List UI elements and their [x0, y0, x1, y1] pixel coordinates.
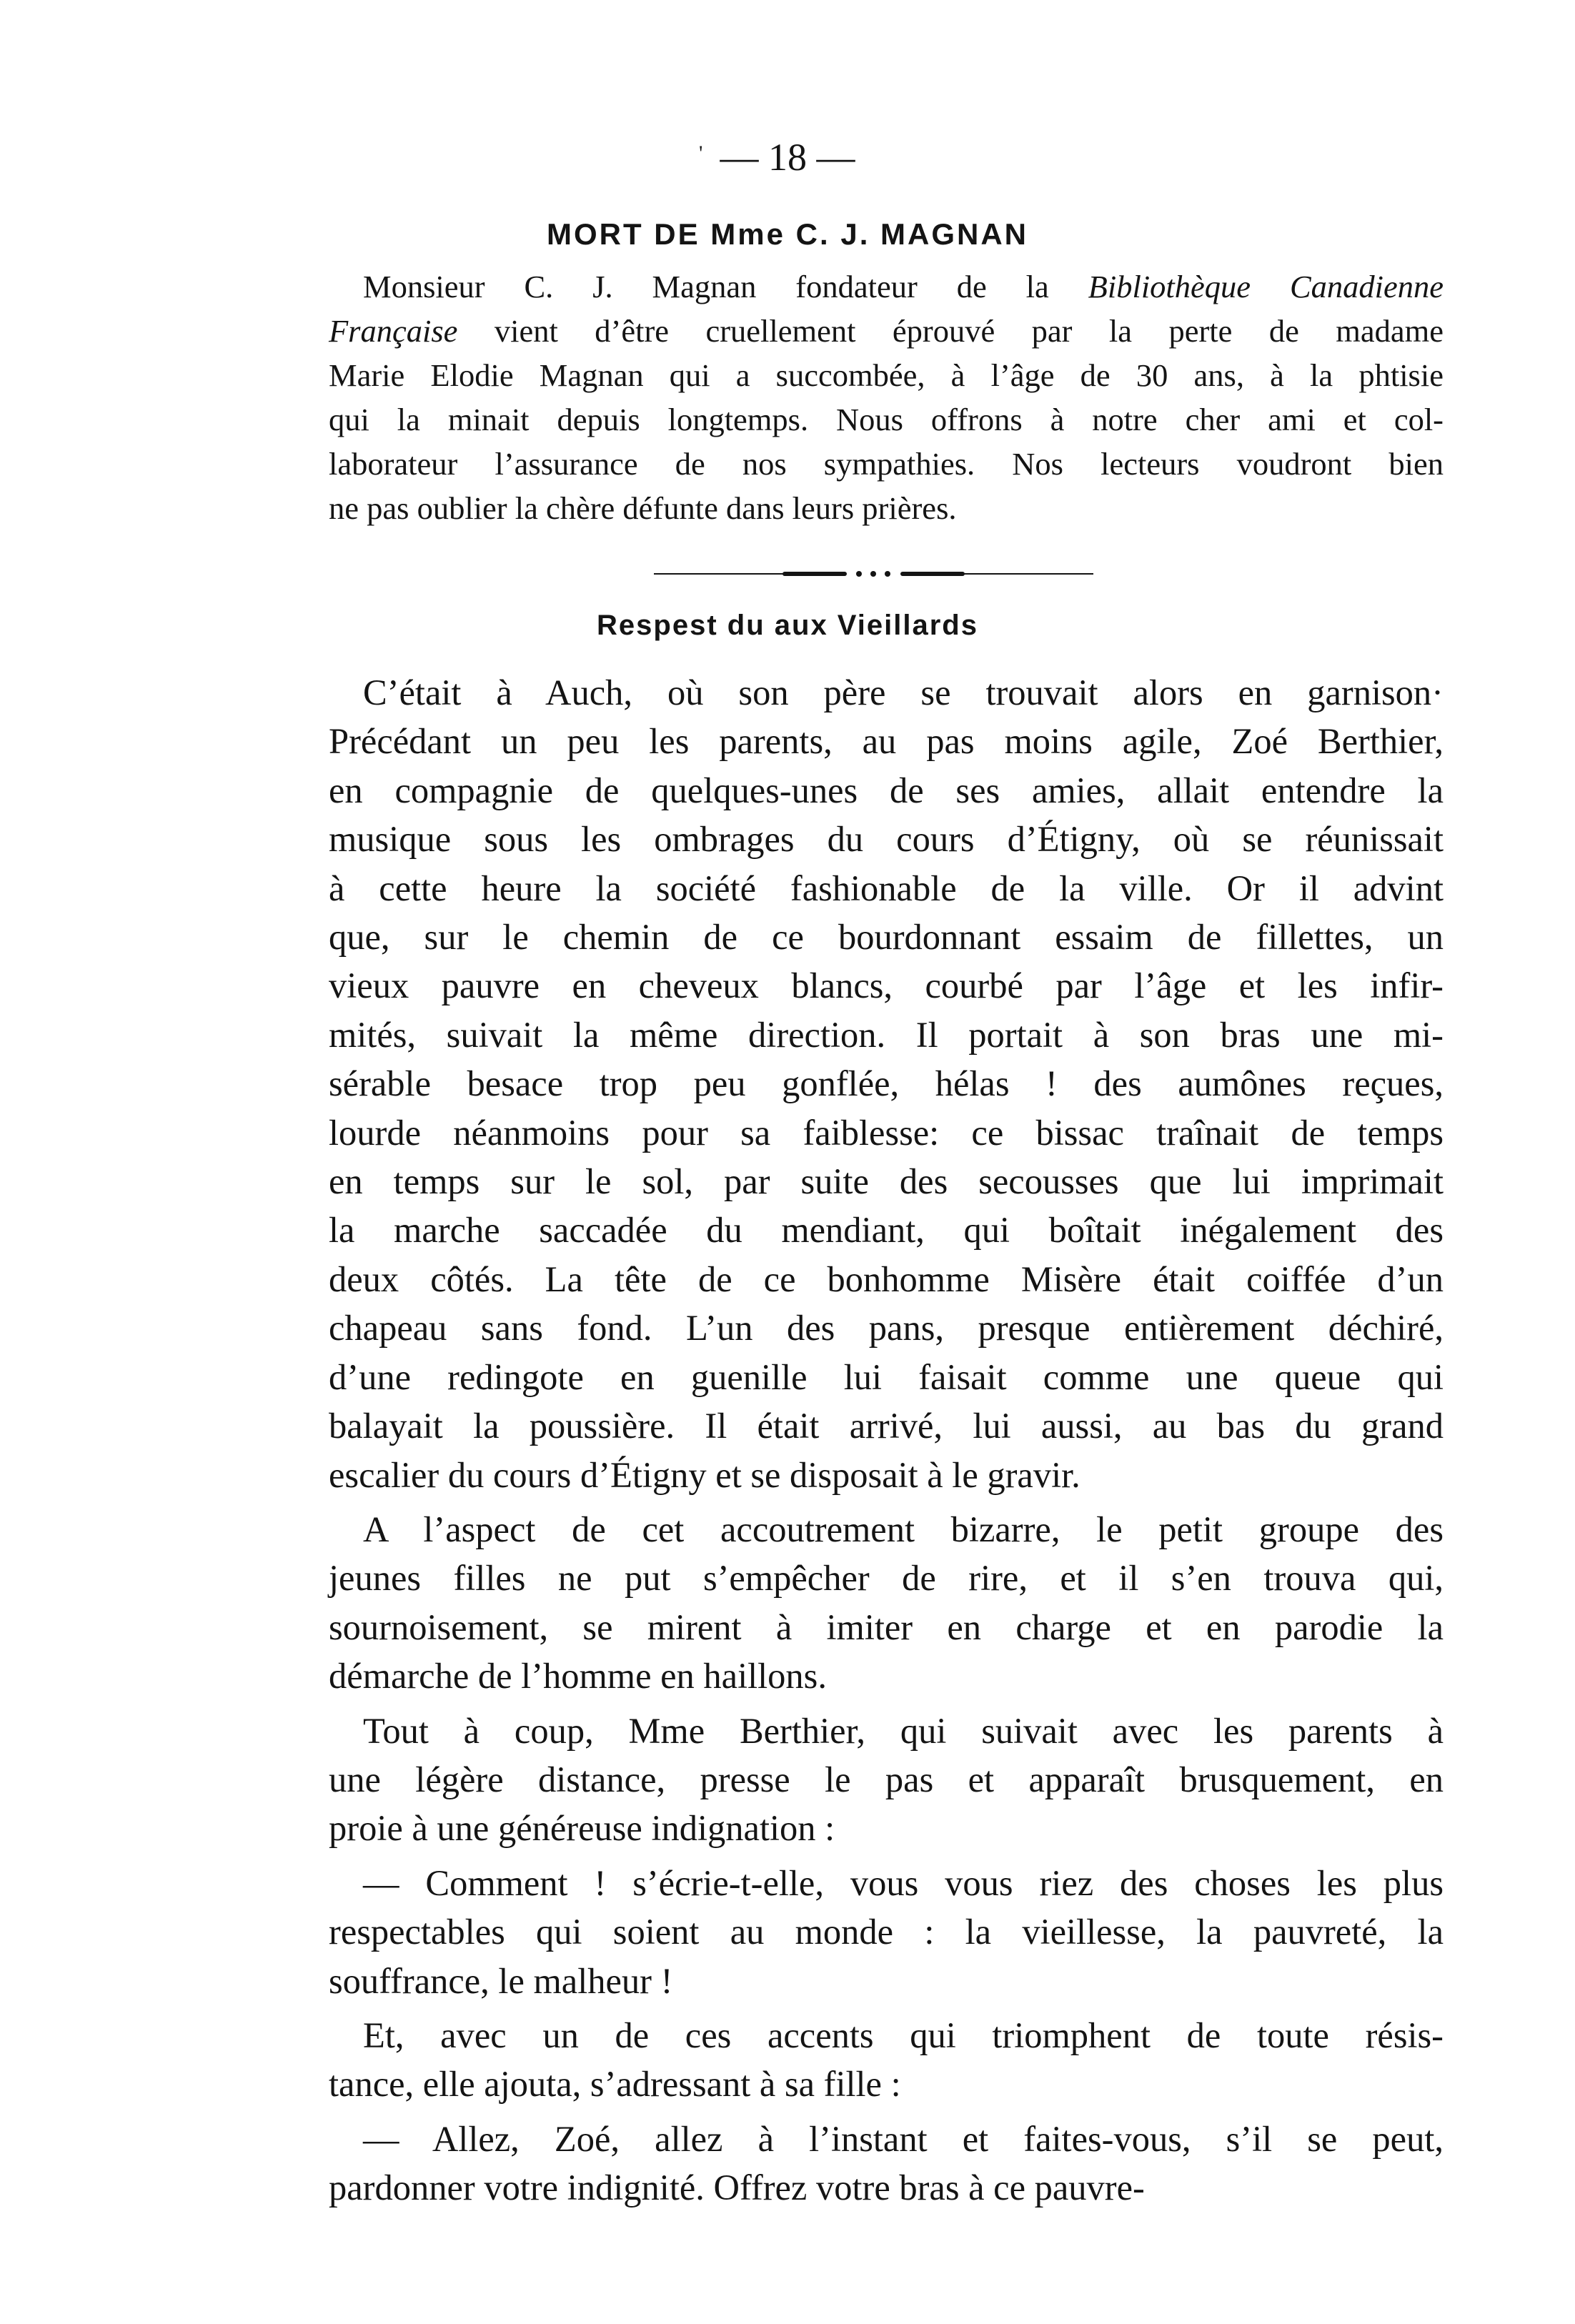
- article-line: deux côtés. La tête de ce bonhomme Misère était coiffée d’un: [329, 1258, 1444, 1299]
- article-line: Précédant un peu les parents, au pas moins agile, Zoé Berthier,: [329, 721, 1444, 762]
- article-line: jeunes filles ne put s’empêcher de rire, et il s’en trouva qui,: [329, 1558, 1444, 1599]
- article-paragraph: [329, 1505, 1444, 1701]
- divider-rule-right: [915, 573, 1093, 575]
- divider-dot: [870, 571, 876, 577]
- article-paragraph: [329, 1707, 1444, 1853]
- article-line: C’était à Auch, où son père se trouvait alors en garnison·: [363, 672, 1444, 712]
- article-line: — Allez, Zoé, allez à l’instant et faites-vous, s’il se peut,: [363, 2118, 1444, 2159]
- article-line: respectables qui soient au monde : la vieillesse, la pauvreté, la: [329, 1912, 1444, 1952]
- article-line: sournoisement, se mirent à imiter en charge et en parodie la: [329, 1607, 1444, 1647]
- section-divider: [654, 569, 1093, 579]
- article-line: que, sur le chemin de ce bourdonnant essaim de fillettes, un: [329, 917, 1444, 958]
- obituary-line-2: [329, 309, 1444, 353]
- article-line: souffrance, le malheur !: [329, 1960, 673, 2001]
- article-line: escalier du cours d’Étigny et se disposait à le gravir.: [329, 1454, 1080, 1495]
- article-line: A l’aspect de cet accoutrement bizarre, le petit groupe des: [363, 1509, 1444, 1549]
- article-line: chapeau sans fond. L’un des pans, presque entièrement déchiré,: [329, 1308, 1444, 1349]
- page-number: — 18 —: [720, 136, 855, 179]
- article-line: d’une redingote en guenille lui faisait comme une queue qui: [329, 1356, 1444, 1397]
- obituary-line-4: qui la minait depuis longtemps. Nous offrons à notre cher ami et col-: [329, 402, 1444, 437]
- article-body: [329, 668, 1444, 2213]
- obituary-paragraph: [329, 264, 1444, 530]
- obituary-line-6: ne pas oublier la chère défunte dans leurs prières.: [329, 490, 957, 526]
- article-line: à cette heure la société fashionable de la ville. Or il advint: [329, 868, 1444, 908]
- article-paragraph: [329, 1859, 1444, 2005]
- article-paragraph: [329, 2115, 1444, 2213]
- article-line: Tout à coup, Mme Berthier, qui suivait avec les parents à: [363, 1710, 1444, 1751]
- article-line: mités, suivait la même direction. Il portait à son bras une mi-: [329, 1014, 1444, 1055]
- article-line: une légère distance, presse le pas et apparaît brusquement, en: [329, 1759, 1444, 1799]
- article-line: lourde néanmoins pour sa faiblesse: ce bissac traînait de temps: [329, 1112, 1444, 1153]
- divider-dot: [885, 571, 890, 577]
- article-line: proie à une généreuse indignation :: [329, 1808, 835, 1849]
- obituary-line-1: [329, 264, 1444, 309]
- article-line: sérable besace trop peu gonflée, hélas ! des aumônes reçues,: [329, 1063, 1444, 1104]
- article-paragraph: [329, 668, 1444, 1499]
- obituary-line-5: laborateur l’assurance de nos sympathies. Nos lecteurs voudront bien: [329, 446, 1444, 482]
- divider-rule-left-thick: [782, 572, 847, 576]
- obituary-line-3: Marie Elodie Magnan qui a succombée, à l’âge de 30 ans, à la phtisie: [329, 357, 1444, 393]
- article-line: la marche saccadée du mendiant, qui boîtait inégalement des: [329, 1210, 1444, 1251]
- article-line: — Comment ! s’écrie-t-elle, vous vous riez des choses les plus: [363, 1862, 1444, 1903]
- article-line: démarche de l’homme en haillons.: [329, 1656, 827, 1697]
- article-line: vieux pauvre en cheveux blancs, courbé par l’âge et les infir-: [329, 965, 1444, 1006]
- article-line: tance, elle ajouta, s’adressant à sa fille :: [329, 2064, 901, 2105]
- library-name-italic-cont: Française: [329, 313, 458, 349]
- divider-dot: [856, 571, 862, 577]
- article-line: Et, avec un de ces accents qui triomphent de toute résis-: [363, 2015, 1444, 2055]
- library-name-italic: Bibliothèque Canadienne: [1088, 269, 1444, 304]
- stray-print-mark: ': [699, 141, 703, 165]
- article-line: musique sous les ombrages du cours d’Étigny, où se réunissait: [329, 819, 1444, 860]
- article-line: en compagnie de quelques-unes de ses amies, allait entendre la: [329, 770, 1444, 810]
- obituary-line-1-text: Monsieur C. J. Magnan fondateur de la: [363, 269, 1088, 304]
- obituary-heading: MORT DE Mme C. J. MAGNAN: [546, 217, 1029, 251]
- article-heading: Respest du aux Vieillards: [597, 610, 978, 641]
- article-line: balayait la poussière. Il était arrivé, lui aussi, au bas du grand: [329, 1406, 1444, 1446]
- article-paragraph: [329, 2011, 1444, 2109]
- article-line: en temps sur le sol, par suite des secousses que lui imprimait: [329, 1161, 1444, 1202]
- article-line: pardonner votre indignité. Offrez votre bras à ce pauvre-: [329, 2167, 1145, 2208]
- obituary-line-2-text: vient d’être cruellement éprouvé par la perte de madame: [457, 313, 1444, 349]
